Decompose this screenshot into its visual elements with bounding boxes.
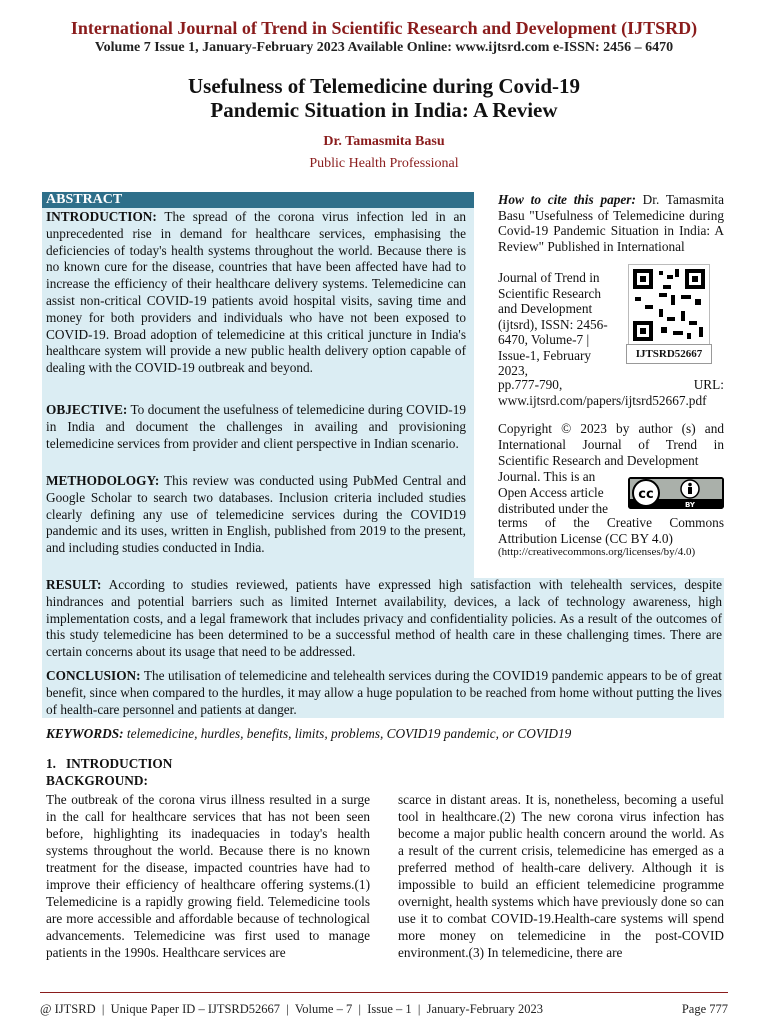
abstract-heading: ABSTRACT [42,192,474,208]
conclusion-label: CONCLUSION: [46,668,141,683]
body-column-1: The outbreak of the corona virus illness resulted in a surge in the call for healthcare services that has not been seen before, highlighting its inadequacies in today's health systems throughout the world. Because there is no known treatment for the disease, impacted countries have had to improve their efficiency of healthcare offering systems.(1) Telemedicine is a rapidly growing field. Telemedicine tools are more accessible and affordable because of technological advancements. Telemedicine was first used to manage patients in the 1990s. Healthcare services are [46,792,370,960]
abstract-objective [46,402,466,452]
cc-by-license-icon [628,477,724,509]
abstract-methodology [46,473,466,557]
author-name: Dr. Tamasmita Basu [323,134,445,149]
intro-text: The spread of the corona virus infection led in an unprecedented rise in demand for healthcare services, emphasising the deficiencies of today's health systems throughout the world. Because there is no known cure for the disease, countries that have been affected have had to increase the efficiency of their healthcare delivery systems. Telemedicine can assist non-critical COVID-19 patients avoid hospital visits, saving time and money for both providers and individuals who have not been exposed to COVID-19. Broad adoption of telemedicine at this critical juncture in India's healthcare system will provide a new public health delivery option capable of dealing with the COVID-19 outbreak and beyond. [46,209,466,376]
keywords-label: KEYWORDS: [46,726,124,741]
intro-label: INTRODUCTION: [46,209,157,224]
qr-code-icon [628,264,710,346]
keywords-text: telemedicine, hurdles, benefits, limits, problems, COVID19 pandemic, or COVID19 [123,726,572,741]
methodology-text: This review was conducted using PubMed Central and Google Scholar to search two databases. Inclusion criteria included studies clearly defining any use of telemedicine services during the COVID19 pandemic and its uses, written in English, published from 2019 to the present, and including studies conducted in India. [46,473,466,556]
result-text: According to studies reviewed, patients have expressed high satisfaction with telehealth services, despite hindrances and potential barriers such as limited Internet availability, devices, a lack of technology awareness, high implementation costs, and a legal framework that includes privacy and confidentiality policies. As a result of the outcomes of this study telemedicine has been determined to be a successful method of health care in these challenging times. There are certain concerns about its usage that need to be addressed. [46,577,722,660]
author-affiliation: Public Health Professional [309,156,459,171]
abstract-conclusion [46,668,722,718]
result-label: RESULT: [46,577,102,592]
subsection-heading-background: BACKGROUND: [46,773,148,788]
citation-block-c: pp.777-790, URL: www.ijtsrd.com/papers/ijtsrd52667.pdf [498,377,724,408]
section-heading-introduction: 1. INTRODUCTION [46,756,173,771]
objective-label: OBJECTIVE: [46,402,128,417]
license-url[interactable]: (http://creativecommons.org/licenses/by/4.0) [498,546,696,558]
citation-text-a: Dr. Tamasmita Basu "Usefulness of Telemedicine during Covid-19 Pandemic Situation in India: A Review" Published in International [498,192,724,254]
copyright-text-c: terms of the Creative Commons Attribution License (CC BY 4.0) [498,515,724,546]
title-line-1: Usefulness of Telemedicine during Covid-19 [187,74,581,98]
citation-label: How to cite this paper: [498,192,636,207]
footer-info: @ IJTSRD | Unique Paper ID – IJTSRD52667 | Volume – 7 | Issue – 1 | January-February 2023 [40,1002,543,1016]
methodology-label: METHODOLOGY: [46,473,160,488]
issue-line: Volume 7 Issue 1, January-February 2023 Available Online: www.ijtsrd.com e-ISSN: 2456 – 6470 [94,40,674,55]
body-column-2: scarce in distant areas. It is, nonetheless, becoming a useful tool in healthcare.(2) The new corona virus infection has become a major public health concern around the world. As a result of the current crisis, telemedicine has emerged as a preferred method of health-care delivery. Although it is impossible to build an efficient telemedicine programme overnight, health systems which have previously done so can use it to combat COVID-19.Health-care systems will spend more money on telemedicine in the post-COVID environment.(3) In telemedicine, there are [398,792,724,960]
footer-divider [40,992,728,993]
watermark [448,440,488,560]
page-number: Page 777 [681,1002,728,1016]
citation-block-a [498,192,724,254]
copyright-text-b: Journal. This is an Open Access article distributed under the [498,469,609,516]
conclusion-text: The utilisation of telemedicine and telehealth services during the COVID19 pandemic appears to be of great benefit, since when compared to the hurdles, it may allow a huge population to be reached from home without putting the lives of health-care personnel and patients at danger. [46,668,722,717]
objective-text: To document the usefulness of telemedicine during COVID-19 in India and document the challenges in availing and provisioning telemedicine services from provider and client perspective in Indian scenario. [46,402,466,451]
paper-title [0,74,768,122]
journal-title: International Journal of Trend in Scientific Research and Development (IJTSRD) [70,18,698,38]
qr-code-label: IJTSRD52667 [626,344,712,364]
cc-badge-text: BY [684,501,696,509]
title-line-2: Pandemic Situation in India: A Review [210,98,558,122]
keywords [46,726,726,742]
page-footer [40,1002,728,1017]
svg-text:cc: cc [638,487,654,502]
copyright-text-a: Copyright © 2023 by author (s) and International Journal of Trend in Scientific Research and Development [498,421,724,468]
abstract-result [46,577,722,661]
abstract-introduction [46,209,466,377]
citation-block-b: Journal of Trend in Scientific Research and Development (ijtsrd), ISSN: 2456-6470, Volume-7 | Issue-1, February 2023, [498,270,608,378]
